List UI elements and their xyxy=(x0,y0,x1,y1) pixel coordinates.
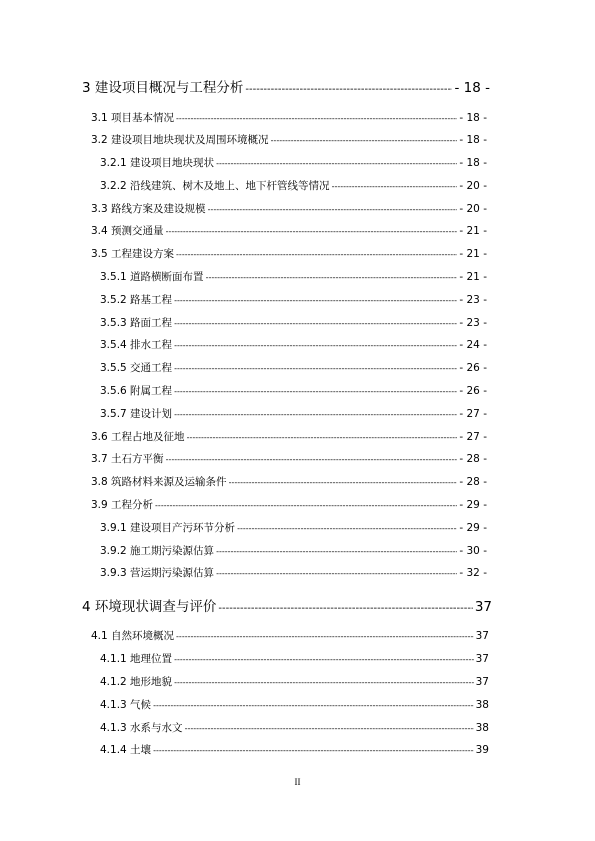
toc-leader xyxy=(174,676,474,688)
toc-leader xyxy=(176,112,457,124)
toc-entry[interactable] xyxy=(91,474,487,489)
toc-page: - 21 - xyxy=(459,248,487,260)
toc-leader xyxy=(229,476,458,488)
toc-title: 3.2 建设项目地块现状及周围环境概况 xyxy=(91,134,269,146)
toc-title: 3.5.1 道路横断面布置 xyxy=(100,271,204,283)
toc-entry[interactable] xyxy=(100,742,489,757)
toc-title: 3.8 筑路材料来源及运输条件 xyxy=(91,476,227,488)
toc-leader xyxy=(155,499,457,511)
toc-page: - 30 - xyxy=(459,545,487,557)
toc-page: - 29 - xyxy=(459,522,487,534)
toc-leader xyxy=(216,545,457,557)
toc-entry[interactable] xyxy=(100,651,489,666)
toc-entry[interactable] xyxy=(100,383,487,398)
toc-page: - 27 - xyxy=(459,408,487,420)
toc-title: 4.1.1 地理位置 xyxy=(100,653,173,665)
toc-leader xyxy=(216,157,457,169)
toc-title: 3.2.1 建设项目地块现状 xyxy=(100,157,215,169)
toc-leader xyxy=(153,699,474,711)
toc-title: 3.6 工程占地及征地 xyxy=(91,431,185,443)
toc-title: 3.1 项目基本情况 xyxy=(91,112,175,124)
toc-leader xyxy=(176,248,457,260)
toc-entry[interactable] xyxy=(91,246,487,261)
toc-leader xyxy=(245,80,452,96)
toc-title: 4.1.4 土壤 xyxy=(100,744,152,756)
toc-leader xyxy=(206,271,458,283)
toc-leader xyxy=(174,385,457,397)
toc-entry[interactable] xyxy=(82,76,490,96)
toc-leader xyxy=(187,431,458,443)
toc-leader xyxy=(218,599,472,615)
toc-leader xyxy=(174,294,457,306)
toc-title: 3.9 工程分析 xyxy=(91,499,154,511)
toc-page: 38 xyxy=(475,722,489,734)
toc-page: - 29 - xyxy=(459,499,487,511)
toc-title: 4.1 自然环境概况 xyxy=(91,630,175,642)
toc-page: - 21 - xyxy=(459,271,487,283)
toc-page: - 28 - xyxy=(459,453,487,465)
toc-leader xyxy=(185,722,474,734)
toc-entry[interactable] xyxy=(100,292,487,307)
toc-leader xyxy=(271,134,458,146)
toc-title: 3.9.1 建设项目产污环节分析 xyxy=(100,522,236,534)
toc-title: 3.2.2 沿线建筑、树木及地上、地下杆管线等情况 xyxy=(100,180,330,192)
toc-title: 3.5 工程建设方案 xyxy=(91,248,175,260)
toc-page: - 18 - xyxy=(459,134,487,146)
toc-entry[interactable] xyxy=(91,451,487,466)
toc-entry[interactable] xyxy=(91,628,489,643)
toc-leader xyxy=(174,317,457,329)
toc-entry[interactable] xyxy=(82,595,492,615)
toc-entry[interactable] xyxy=(100,543,487,558)
toc-title: 4 环境现状调查与评价 xyxy=(82,599,217,615)
toc-leader xyxy=(216,567,457,579)
toc-page: 39 xyxy=(475,744,489,756)
toc-page: - 24 - xyxy=(459,339,487,351)
toc-entry[interactable] xyxy=(91,223,487,238)
toc-leader xyxy=(153,744,474,756)
toc-leader xyxy=(174,362,457,374)
toc-page: - 32 - xyxy=(459,567,487,579)
toc-leader xyxy=(174,653,474,665)
toc-entry[interactable] xyxy=(91,110,487,125)
toc-entry[interactable] xyxy=(91,132,487,147)
toc-title: 3.5.3 路面工程 xyxy=(100,317,173,329)
toc-entry[interactable] xyxy=(100,565,487,580)
toc-title: 3 建设项目概况与工程分析 xyxy=(82,80,244,96)
toc-title: 3.7 土石方平衡 xyxy=(91,453,164,465)
toc-title: 3.9.2 施工期污染源估算 xyxy=(100,545,215,557)
toc-entry[interactable] xyxy=(100,315,487,330)
toc-leader xyxy=(332,180,458,192)
toc-page: 37 xyxy=(475,653,489,665)
page-number-footer: II xyxy=(294,777,301,787)
toc-entry[interactable] xyxy=(100,697,489,712)
toc-page: 37 xyxy=(474,599,492,615)
toc-page: - 23 - xyxy=(459,294,487,306)
toc-entry[interactable] xyxy=(100,360,487,375)
toc-title: 3.5.6 附属工程 xyxy=(100,385,173,397)
toc-leader xyxy=(166,225,458,237)
toc-entry[interactable] xyxy=(100,520,487,535)
toc-title: 4.1.3 气候 xyxy=(100,699,152,711)
toc-leader xyxy=(208,203,458,215)
toc-page: - 21 - xyxy=(459,225,487,237)
toc-entry[interactable] xyxy=(91,429,487,444)
toc-page: - 20 - xyxy=(459,203,487,215)
toc-entry[interactable] xyxy=(100,674,489,689)
toc-entry[interactable] xyxy=(91,201,487,216)
toc-page: - 18 - xyxy=(459,157,487,169)
toc-title: 4.1.2 地形地貌 xyxy=(100,676,173,688)
toc-page: - 26 - xyxy=(459,385,487,397)
toc-leader xyxy=(237,522,457,534)
toc-page: 37 xyxy=(475,630,489,642)
toc-leader xyxy=(174,339,457,351)
toc-page: - 18 - xyxy=(454,80,490,96)
toc-title: 3.5.4 排水工程 xyxy=(100,339,173,351)
toc-page: - 27 - xyxy=(459,431,487,443)
toc-entry[interactable] xyxy=(100,406,487,421)
toc-title: 3.9.3 营运期污染源估算 xyxy=(100,567,215,579)
toc-page: 37 xyxy=(475,676,489,688)
toc-title: 3.4 预测交通量 xyxy=(91,225,164,237)
toc-title: 3.5.2 路基工程 xyxy=(100,294,173,306)
toc-title: 3.5.7 建设计划 xyxy=(100,408,173,420)
toc-title: 3.5.5 交通工程 xyxy=(100,362,173,374)
toc-page: - 23 - xyxy=(459,317,487,329)
toc-entry[interactable] xyxy=(100,337,487,352)
toc-entry[interactable] xyxy=(100,155,487,170)
toc-leader xyxy=(166,453,458,465)
toc-entry[interactable] xyxy=(100,178,487,193)
toc-page: - 28 - xyxy=(459,476,487,488)
toc-leader xyxy=(174,408,457,420)
toc-page: - 20 - xyxy=(459,180,487,192)
toc-entry[interactable] xyxy=(91,497,487,512)
toc-title: 3.3 路线方案及建设规模 xyxy=(91,203,206,215)
toc-title: 4.1.3 水系与水文 xyxy=(100,722,183,734)
toc-page: - 18 - xyxy=(459,112,487,124)
toc-page: 38 xyxy=(475,699,489,711)
toc-leader xyxy=(176,630,474,642)
toc-entry[interactable] xyxy=(100,720,489,735)
toc-page: - 26 - xyxy=(459,362,487,374)
toc-entry[interactable] xyxy=(100,269,487,284)
